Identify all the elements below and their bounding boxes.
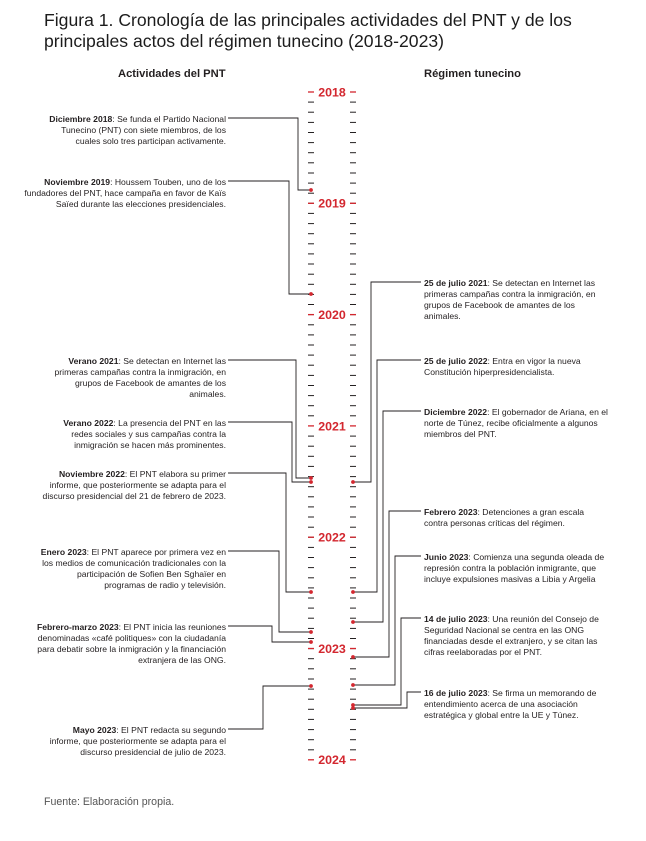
right-connector	[353, 411, 421, 622]
event-date: Verano 2021	[68, 356, 119, 366]
left-connector-dot	[309, 640, 313, 644]
event-text: : Detenciones a gran escala contra personas críticas del régimen.	[424, 507, 585, 529]
left-event	[30, 469, 226, 502]
right-connector	[353, 556, 421, 685]
event-text: : El PNT aparece por primera vez en los medios de comunicación tradicionales con la participación de Sofien Ben Sghaïer en programas de radio y televisión.	[42, 547, 226, 591]
right-event	[424, 407, 610, 440]
right-column-header: Régimen tunecino	[424, 68, 521, 80]
event-text: : Una reunión del Consejo de Seguridad Nacional se centra en las ONG financiadas desde el extranjero, y se citan las cifras reelaboradas por el PNT.	[424, 614, 599, 658]
right-connector	[353, 692, 421, 708]
left-column-header: Actividades del PNT	[118, 68, 226, 80]
left-event	[40, 356, 226, 400]
right-event	[424, 614, 620, 658]
event-text: : El PNT elabora su primer informe, que posteriormente se adapta para el discurso presidencial del 21 de febrero de 2023.	[42, 469, 226, 502]
event-text: : La presencia del PNT en las redes sociales y sus campañas contra la inmigración se hacen más prominentes.	[71, 418, 226, 451]
year-label: 2020	[318, 308, 346, 322]
year-label: 2021	[318, 419, 346, 434]
event-date: Febrero-marzo 2023	[36, 622, 119, 632]
left-event	[20, 177, 226, 210]
event-date: Diciembre 2018	[49, 114, 113, 124]
event-text: : Se detectan en Internet las primeras campañas contra la inmigración, en grupos de Facebook de amantes de los animales.	[424, 278, 596, 322]
event-date: Noviembre 2019	[44, 177, 111, 187]
right-connector-dot	[351, 590, 355, 594]
left-connector	[228, 473, 311, 592]
left-connector	[228, 118, 311, 190]
left-connector	[228, 551, 311, 632]
right-connector	[353, 511, 421, 657]
event-text: : Se funda el Partido Nacional Tunecino (PNT) con siete miembros, de los cuales solo tres participan activamente.	[61, 114, 226, 147]
event-date: Verano 2022	[63, 418, 114, 428]
year-label: 2022	[318, 530, 346, 545]
source-note: Fuente: Elaboración propia.	[44, 796, 175, 808]
left-connector-dot	[309, 590, 313, 594]
event-date: Junio 2023	[424, 552, 469, 562]
left-event	[40, 114, 226, 147]
right-connector	[353, 360, 421, 592]
year-label: 2024	[318, 753, 346, 768]
event-text: : Se detectan en Internet las primeras campañas contra la inmigración, en grupos de Facebook de amantes de los animales.	[54, 356, 226, 400]
right-connector-dot	[351, 620, 355, 624]
left-connector-dot	[309, 630, 313, 634]
left-connector-dot	[309, 480, 313, 484]
event-text: : Houssem Touben, uno de los fundadores del PNT, hace campaña en favor de Kaïs Saïed durante las elecciones presidenciales.	[24, 177, 226, 210]
right-event	[424, 688, 610, 721]
event-text: : Comienza una segunda oleada de represión contra la población inmigrante, que incluye expulsiones masivas a Libia y Argelia	[424, 552, 605, 585]
left-event	[30, 622, 226, 666]
event-date: Febrero 2023	[424, 507, 478, 517]
year-label: 2018	[318, 85, 346, 100]
right-event	[424, 552, 610, 585]
right-connector-dot	[351, 480, 355, 484]
left-event	[40, 725, 226, 758]
right-connector	[353, 282, 421, 482]
event-date: 14 de julio 2023	[424, 614, 488, 624]
right-event	[424, 507, 610, 529]
event-text: : Se firma un memorando de entendimiento acerca de una asociación estratégica y global entre la UE y Túnez.	[424, 688, 597, 721]
event-date: Enero 2023	[40, 547, 87, 557]
event-date: 25 de julio 2022	[424, 356, 488, 366]
left-connector-dot	[309, 476, 313, 480]
event-date: 16 de julio 2023	[424, 688, 488, 698]
right-event	[424, 356, 610, 378]
left-event	[40, 547, 226, 591]
left-connector	[228, 181, 311, 294]
right-connector-dot	[351, 683, 355, 687]
right-connector-dot	[351, 706, 355, 710]
year-label: 2019	[318, 196, 346, 211]
left-connector	[228, 360, 311, 478]
right-connector-dot	[351, 655, 355, 659]
event-text: : El PNT redacta su segundo informe, que posteriormente se adapta para el discurso presidencial de julio de 2023.	[49, 725, 226, 758]
figure-title: Figura 1. Cronología de las principales actividades del PNT y de los principales actos del régimen tunecino (2018-2023)	[44, 10, 572, 51]
left-connector-dot	[309, 292, 313, 296]
event-date: 25 de julio 2021	[424, 278, 488, 288]
event-text: : El gobernador de Ariana, en el norte de Túnez, recibe oficialmente a algunos miembros del PNT.	[424, 407, 608, 440]
event-text: : Entra en vigor la nueva Constitución hiperpresidencialista.	[424, 356, 581, 378]
event-date: Noviembre 2022	[58, 469, 125, 479]
left-connector	[228, 686, 311, 729]
left-connector-dot	[309, 684, 313, 688]
year-label: 2023	[318, 641, 346, 656]
event-date: Mayo 2023	[72, 725, 117, 735]
right-event	[424, 278, 610, 322]
left-connector-dot	[309, 188, 313, 192]
left-connector	[228, 626, 311, 642]
left-event	[40, 418, 226, 451]
event-text: : El PNT inicia las reuniones denominadas «café politiques» con la ciudadanía para debatir sobre la inmigración y la financiación extranjera de las ONG.	[37, 622, 226, 666]
event-date: Diciembre 2022	[424, 407, 488, 417]
